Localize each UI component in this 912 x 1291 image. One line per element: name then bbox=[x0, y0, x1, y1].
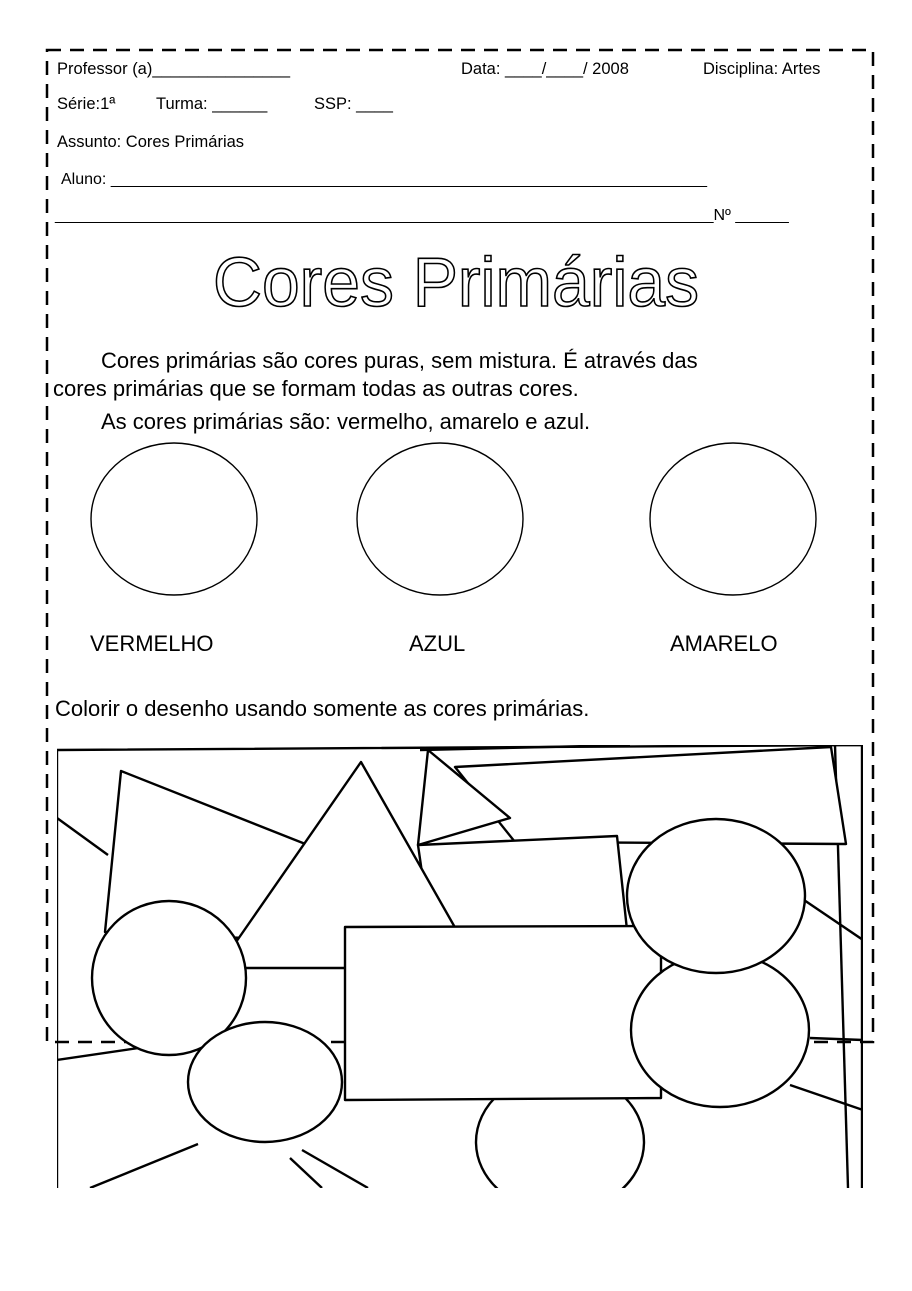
date-field: Data: ____/____/ 2008 bbox=[461, 60, 629, 78]
grade-field: Série:1ª bbox=[57, 95, 116, 113]
intro-line-3: As cores primárias são: vermelho, amarelo e azul. bbox=[101, 409, 591, 434]
bg-line bbox=[804, 900, 863, 940]
lower-left-circle[interactable] bbox=[188, 1022, 342, 1142]
intro-line-2: cores primárias que se formam todas as outras cores. bbox=[53, 376, 579, 401]
subject-field: Assunto: Cores Primárias bbox=[57, 133, 245, 151]
class-field: Turma: ______ bbox=[156, 95, 268, 113]
bg-line bbox=[57, 818, 108, 855]
center-rectangle[interactable] bbox=[345, 926, 661, 1100]
instruction-text: Colorir o desenho usando somente as cores primárias. bbox=[55, 696, 590, 721]
top-right-rectangle[interactable] bbox=[455, 747, 846, 844]
student-field: Aluno: ___________________________________________________________________ bbox=[61, 171, 708, 188]
intro-line-1: Cores primárias são cores puras, sem mistura. É através das bbox=[101, 348, 698, 373]
right-upper-circle[interactable] bbox=[627, 819, 805, 973]
circle-label-red: VERMELHO bbox=[90, 631, 214, 656]
circle-label-yellow: AMARELO bbox=[670, 631, 778, 656]
professor-field: Professor (a)_______________ bbox=[57, 60, 291, 78]
bg-line bbox=[810, 1038, 863, 1040]
circle-label-blue: AZUL bbox=[409, 631, 466, 656]
discipline-field: Disciplina: Artes bbox=[703, 60, 821, 78]
ssp-field: SSP: ____ bbox=[314, 95, 393, 113]
right-lower-circle[interactable] bbox=[631, 953, 809, 1107]
bg-line bbox=[90, 1144, 198, 1188]
title-text: Cores Primárias bbox=[213, 243, 699, 321]
bg-line bbox=[790, 1085, 863, 1110]
number-line: __________________________________________________________________________Nº ______ bbox=[55, 207, 789, 224]
bg-line bbox=[302, 1150, 368, 1188]
bg-line bbox=[290, 1158, 322, 1188]
